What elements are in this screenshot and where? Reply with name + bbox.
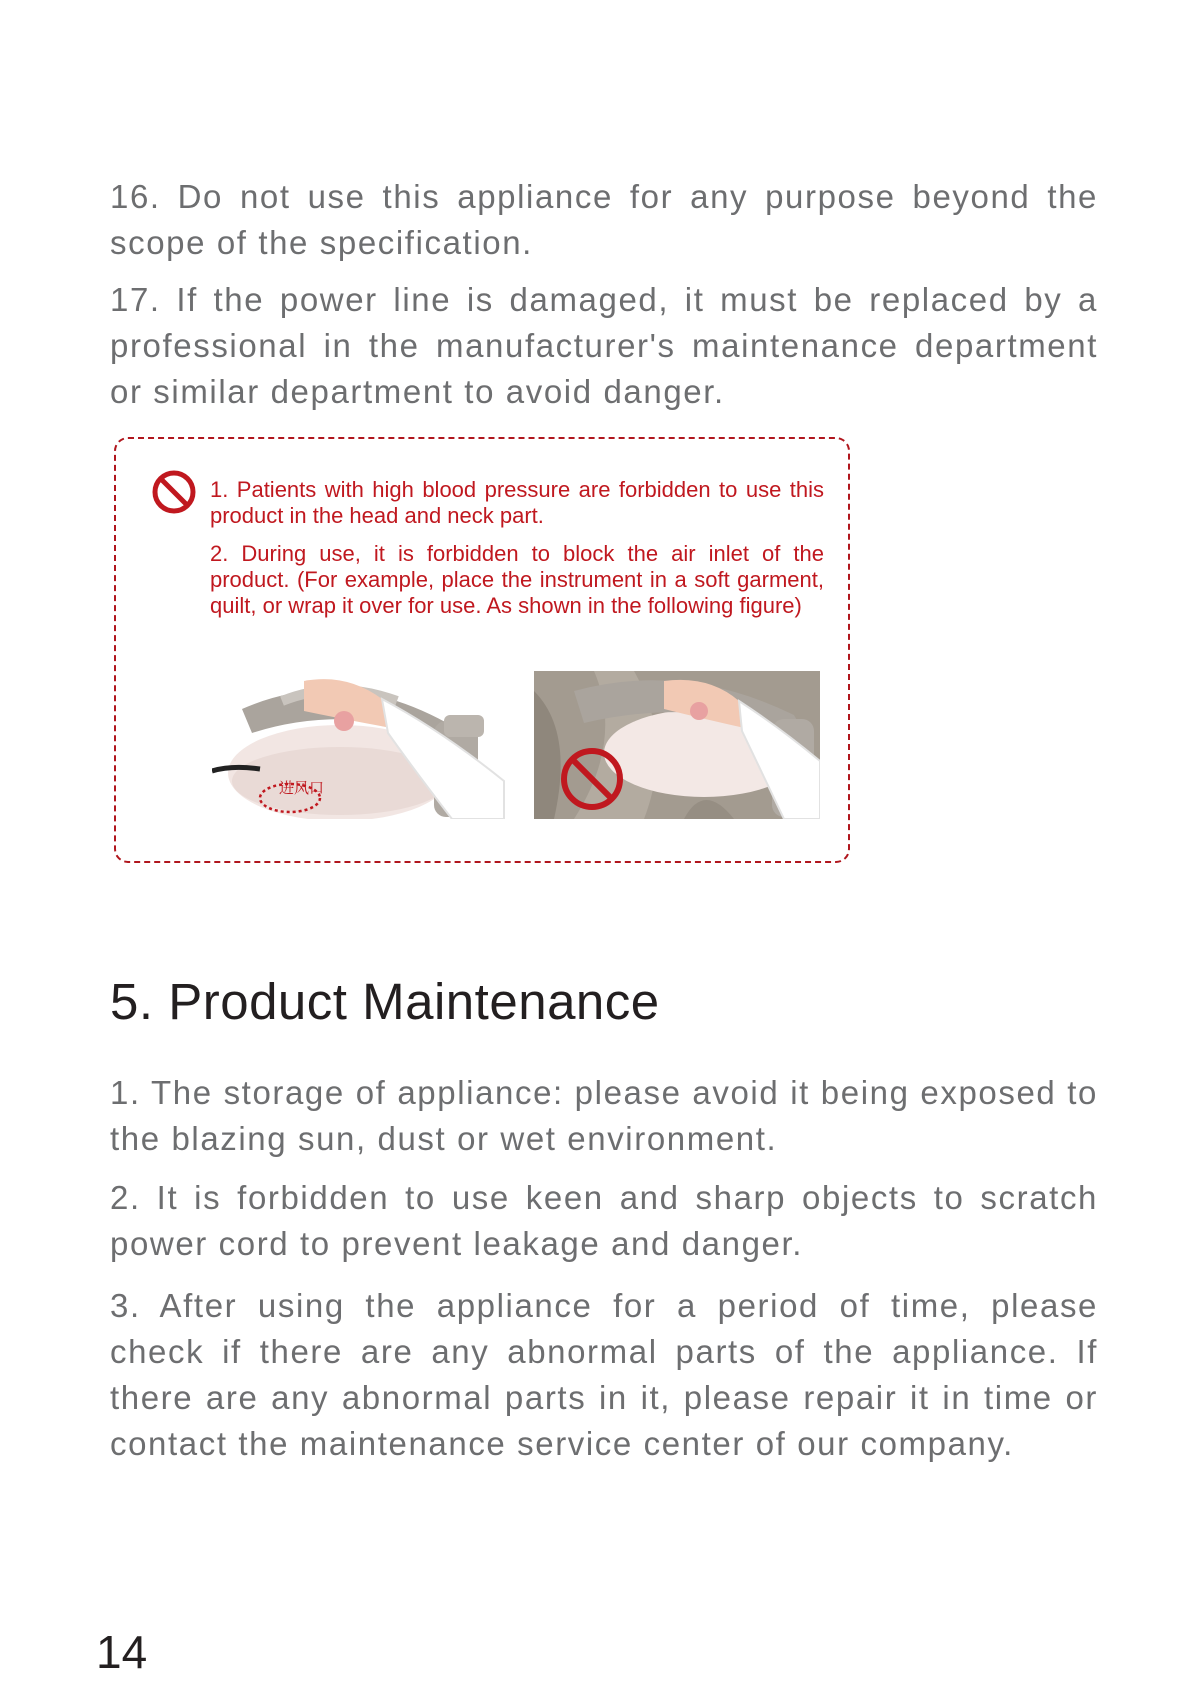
page-number: 14 (96, 1626, 148, 1678)
air-inlet-label: 进风口 (279, 779, 325, 797)
safety-item-16: 16. Do not use this appliance for any purpose beyond the scope of the specification. (110, 178, 1098, 261)
warning-box (114, 437, 850, 863)
figure-correct-use (212, 671, 512, 819)
maintenance-item-1: 1. The storage of appliance: please avoid it being exposed to the blazing sun, dust or wet environment. (110, 1074, 1098, 1157)
prohibition-icon (151, 469, 197, 515)
warning-item-2: 2. During use, it is forbidden to block the air inlet of the product. (For example, place the instrument in a soft garment, quilt, or wrap it over for use. As shown in the following figure) (210, 541, 824, 618)
maintenance-item-3: 3. After using the appliance for a period of time, please check if there are any abnormal parts of the appliance. If there are any abnormal parts in it, please repair it in time or contact the maintenance service center of our company. (110, 1287, 1098, 1462)
figure-blocked-inlet (534, 671, 820, 819)
section-title: 5. Product Maintenance (110, 973, 660, 1030)
warning-item-1: 1. Patients with high blood pressure are forbidden to use this product in the head and neck part. (210, 477, 824, 528)
maintenance-item-2: 2. It is forbidden to use keen and sharp objects to scratch power cord to prevent leakage and danger. (110, 1179, 1098, 1262)
safety-item-17: 17. If the power line is damaged, it must be replaced by a professional in the manufacturer's maintenance department or similar department to avoid danger. (110, 281, 1098, 410)
